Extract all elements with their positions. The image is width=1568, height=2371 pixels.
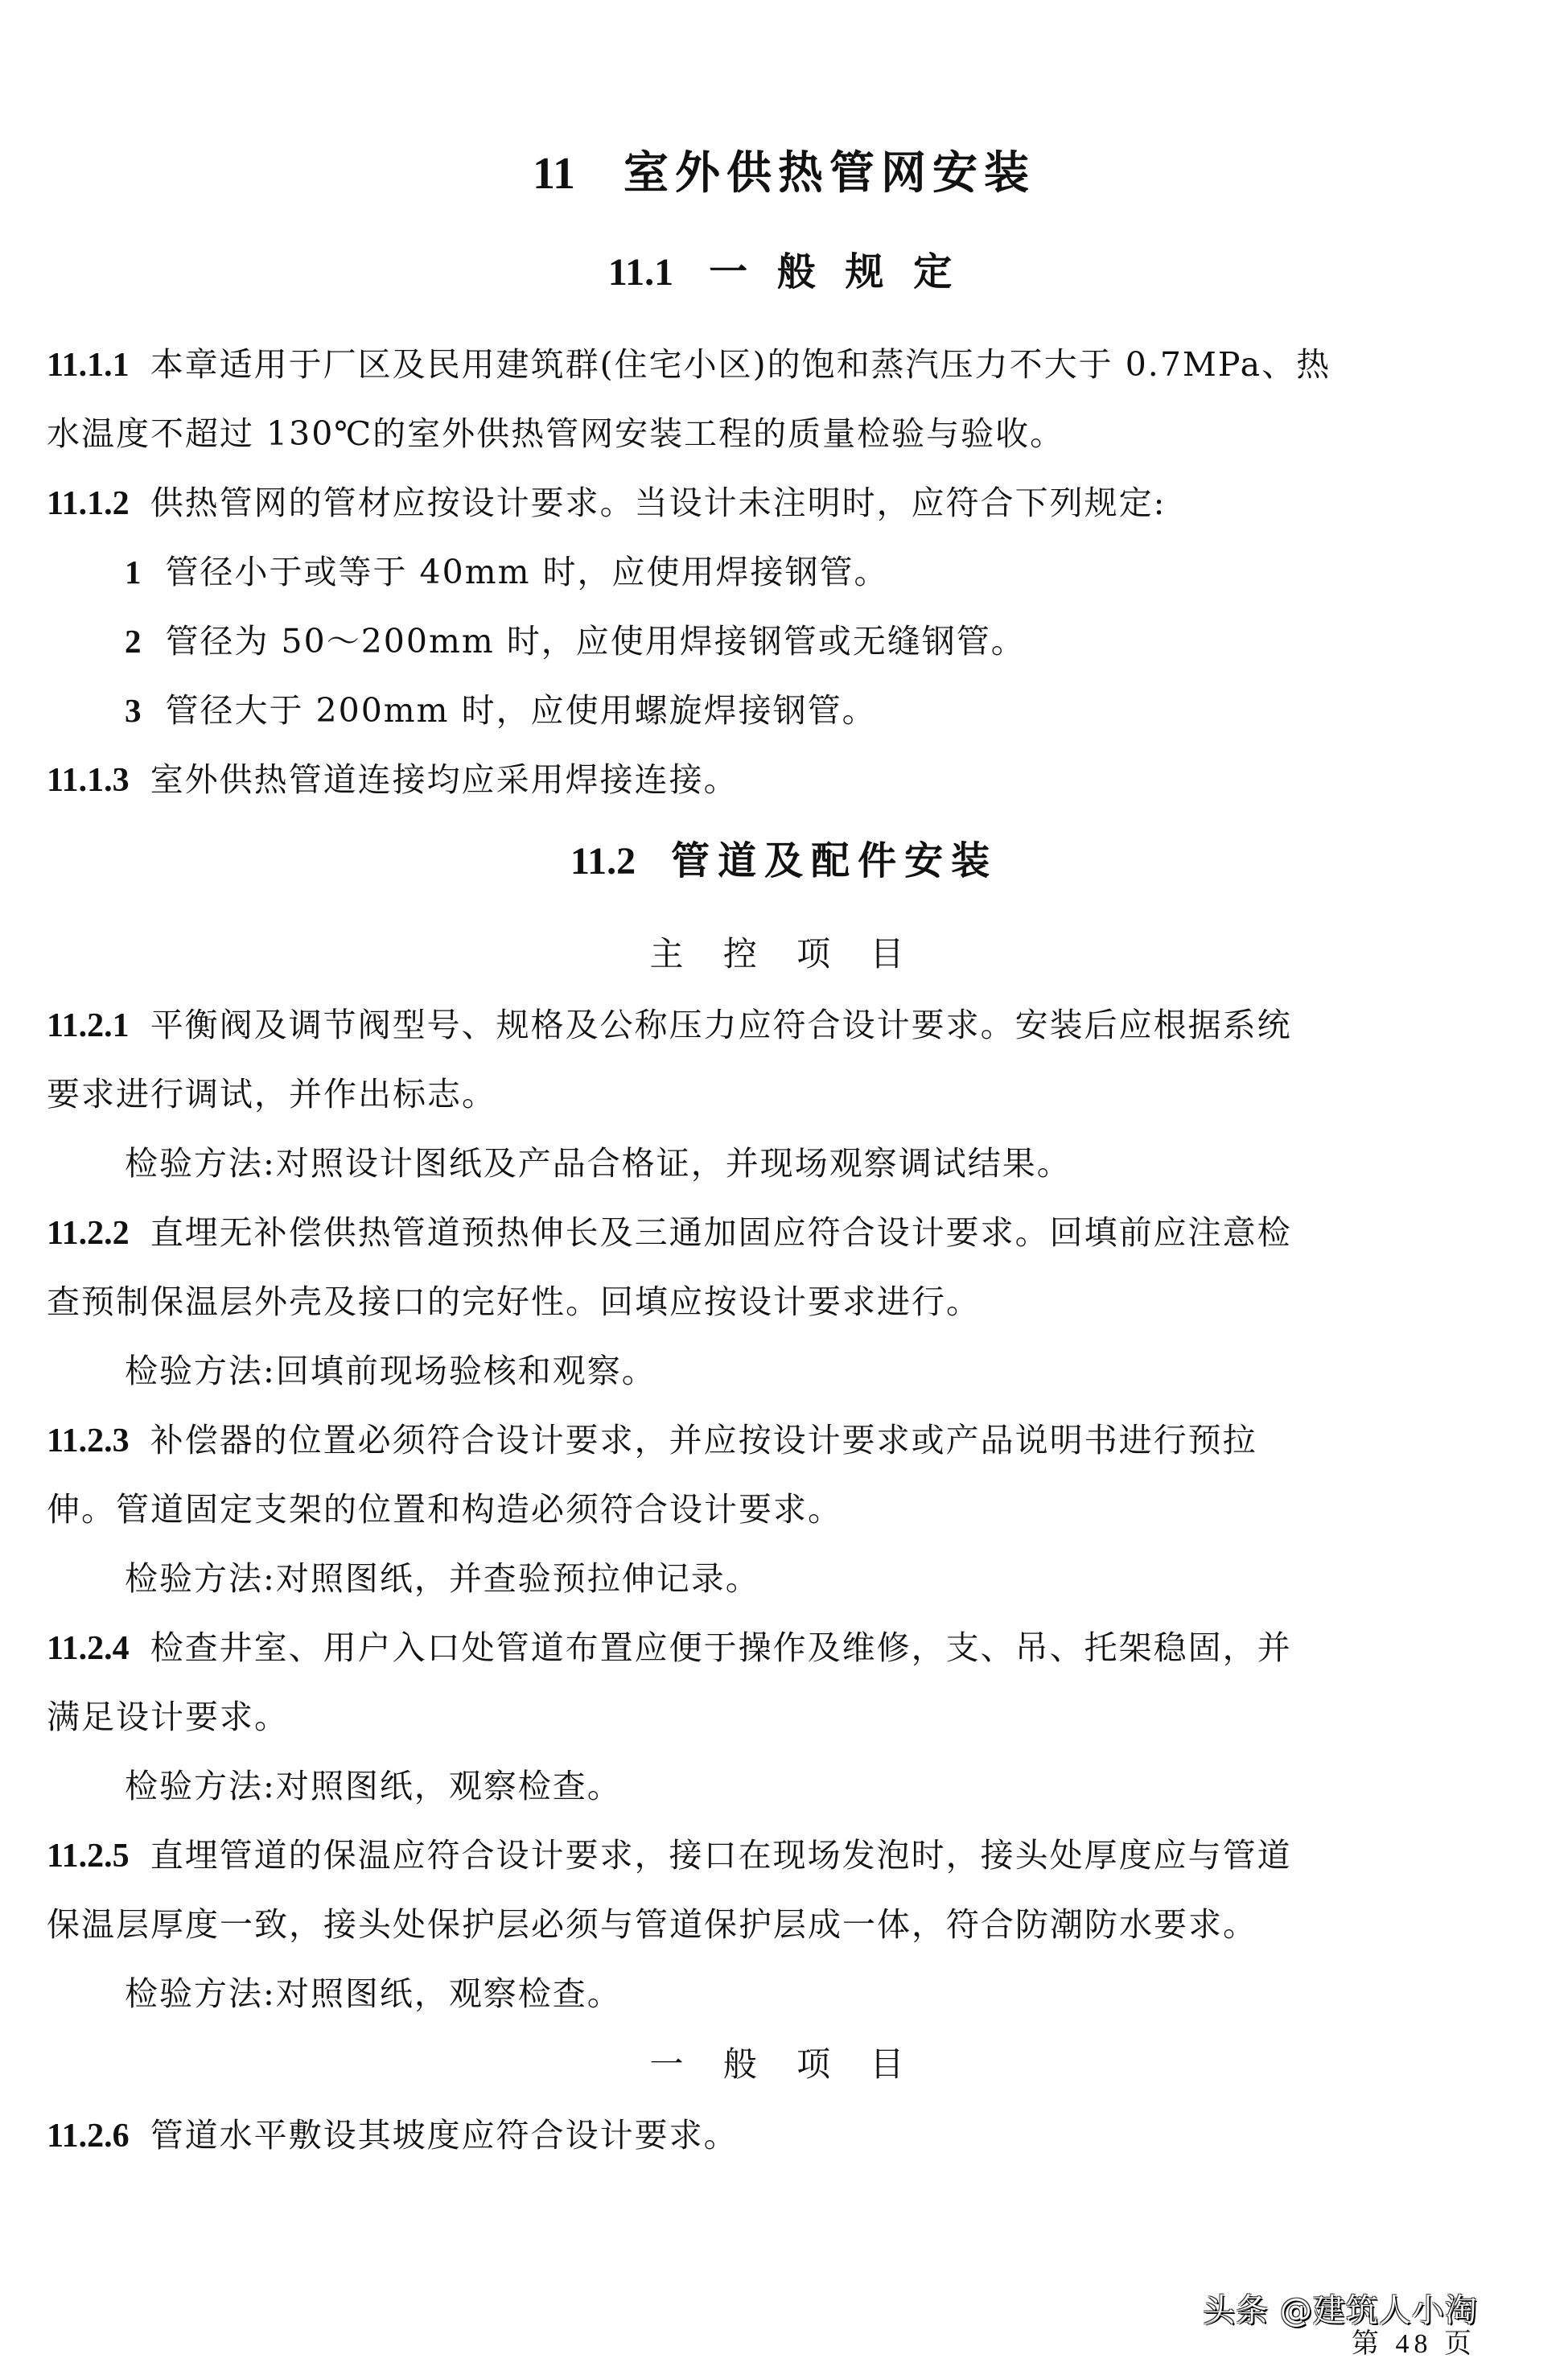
list-text: 管径小于或等于 40mm 时，应使用焊接钢管。 [165, 553, 889, 591]
chapter-title [0, 141, 1568, 206]
clause-11-2-4-line-2 [47, 1694, 289, 1739]
clause-11-2-1-line-2 [47, 1072, 496, 1117]
clause-number: 11.1.3 [47, 762, 130, 799]
clause-number: 11.2.1 [47, 1007, 130, 1044]
clause-text: 直埋无补偿供热管道预热伸长及三通加固应符合设计要求。回填前应注意检 [150, 1213, 1292, 1252]
clause-11-2-1-line-1 [47, 1002, 1292, 1048]
chapter-number: 11 [533, 149, 575, 199]
clause-number: 11.1.2 [47, 485, 130, 522]
clause-11-2-3-line-2 [47, 1487, 842, 1532]
section-title-text: 管道及配件安装 [671, 838, 998, 883]
clause-11-2-3-line-1 [47, 1418, 1257, 1463]
list-item-2 [125, 619, 1026, 664]
clause-number: 11.2.4 [47, 1630, 130, 1667]
clause-text: 平衡阀及调节阀型号、规格及公称压力应符合设计要求。安装后应根据系统 [150, 1006, 1292, 1044]
clause-11-2-4-method: 检验方法:对照图纸，观察检查。 [125, 1767, 622, 1805]
section-number: 11.1 [607, 251, 674, 294]
clause-number: 11.2.6 [47, 2118, 130, 2155]
section-heading-11-1 [0, 245, 1568, 299]
clause-text: 满足设计要求。 [47, 1698, 289, 1736]
clause-11-2-2-line-1 [47, 1210, 1292, 1256]
clause-text: 水温度不超过 130℃的室外供热管网安装工程的质量检验与验收。 [47, 414, 1065, 453]
clause-11-2-5-line-2 [47, 1902, 1257, 1947]
subheading-main-control-items: 主 控 项 目 [649, 934, 919, 974]
clause-11-1-2-line-1 [47, 480, 1167, 526]
list-text: 管径为 50～200mm 时，应使用焊接钢管或无缝钢管。 [165, 622, 1026, 661]
clause-11-2-3-method: 检验方法:对照图纸，并查验预拉伸记录。 [125, 1559, 760, 1598]
clause-11-1-1-line-1 [47, 342, 1331, 388]
clause-text: 伸。管道固定支架的位置和构造必须符合设计要求。 [47, 1490, 842, 1529]
list-item-1 [125, 550, 889, 595]
clause-11-2-5-method: 检验方法:对照图纸，观察检查。 [125, 1974, 622, 2013]
clause-11-2-1-method: 检验方法:对照设计图纸及产品合格证，并现场观察调试结果。 [125, 1144, 1072, 1183]
clause-text: 检查井室、用户入口处管道布置应便于操作及维修，支、吊、托架稳固，并 [150, 1628, 1292, 1667]
clause-11-1-1-line-2 [47, 411, 1064, 456]
clause-text: 补偿器的位置必须符合设计要求，并应按设计要求或产品说明书进行预拉 [150, 1421, 1257, 1459]
clause-text: 本章适用于厂区及民用建筑群(住宅小区)的饱和蒸汽压力不大于 0.7MPa、热 [150, 345, 1331, 384]
list-text: 管径大于 200mm 时，应使用螺旋焊接钢管。 [165, 691, 877, 730]
section-heading-11-2 [0, 834, 1568, 888]
clause-11-2-6-line-1 [47, 2113, 739, 2159]
clause-11-2-5-line-1 [47, 1833, 1292, 1879]
clause-number: 11.1.1 [47, 347, 130, 384]
section-title-text: 一 般 规 定 [709, 249, 961, 294]
clause-text: 保温层厚度一致，接头处保护层必须与管道保护层成一体，符合防潮防水要求。 [47, 1905, 1257, 1944]
clause-11-1-3-line-1 [47, 757, 739, 803]
clause-text: 查预制保温层外壳及接口的完好性。回填应按设计要求进行。 [47, 1282, 981, 1321]
list-number: 2 [125, 623, 143, 660]
clause-text: 管道水平敷设其坡度应符合设计要求。 [150, 2116, 739, 2155]
clause-text: 直埋管道的保温应符合设计要求，接口在现场发泡时，接头处厚度应与管道 [150, 1836, 1292, 1875]
clause-11-2-2-method: 检验方法:回填前现场验核和观察。 [125, 1352, 656, 1390]
subheading-general-items: 一 般 项 目 [649, 2044, 919, 2084]
clause-11-2-4-line-1 [47, 1625, 1292, 1671]
clause-text: 供热管网的管材应按设计要求。当设计未注明时，应符合下列规定: [150, 484, 1167, 522]
list-number: 1 [125, 554, 143, 591]
clause-text: 室外供热管道连接均应采用焊接连接。 [150, 760, 739, 799]
watermark: 头条 @建筑人小淘 [1203, 2292, 1478, 2329]
clause-number: 11.2.2 [47, 1215, 130, 1252]
page-number: 第 48 页 [1352, 2329, 1476, 2359]
chapter-title-text: 室外供热管网安装 [623, 146, 1035, 200]
clause-number: 11.2.5 [47, 1838, 130, 1875]
clause-number: 11.2.3 [47, 1422, 130, 1459]
section-number: 11.2 [570, 840, 636, 883]
clause-text: 要求进行调试，并作出标志。 [47, 1075, 496, 1113]
list-item-3 [125, 688, 877, 733]
list-number: 3 [125, 692, 143, 729]
clause-11-2-2-line-2 [47, 1279, 981, 1324]
